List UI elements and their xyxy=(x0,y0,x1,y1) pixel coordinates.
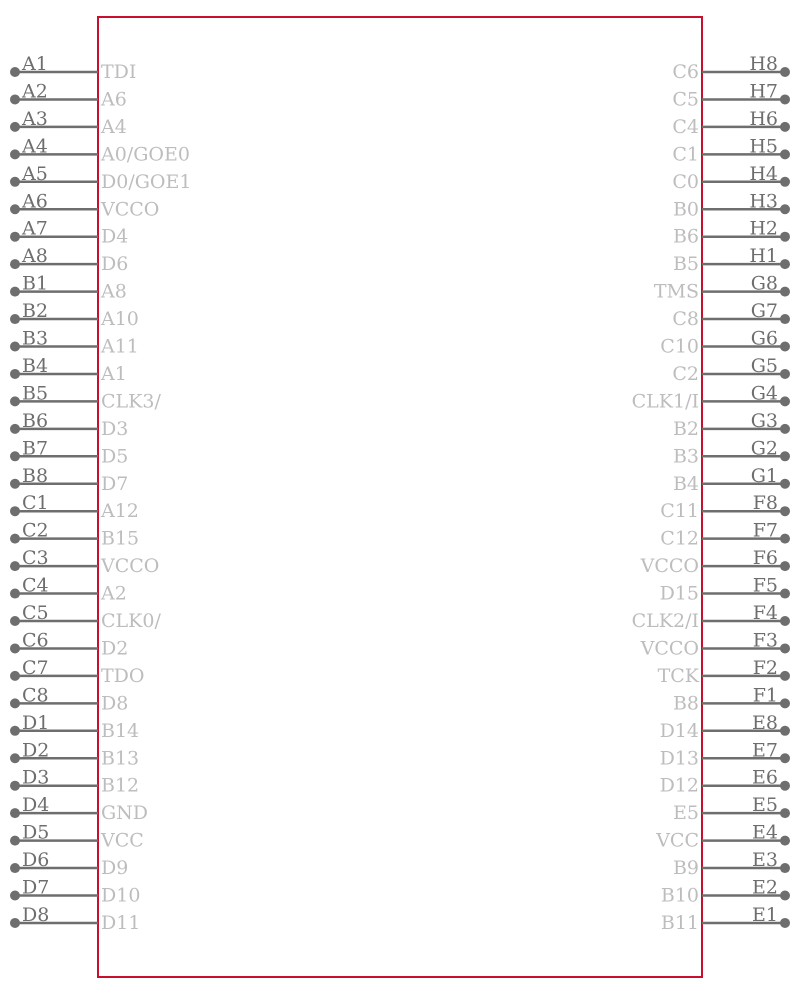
pin-number: G6 xyxy=(750,327,778,350)
pin-name: VCCO xyxy=(101,198,160,221)
pin-name: VCCO xyxy=(640,637,699,660)
pin-name: A0/GOE0 xyxy=(101,143,190,166)
pin-number: F5 xyxy=(752,574,778,597)
pin-C6 xyxy=(10,629,128,659)
pin-terminal-dot xyxy=(780,589,790,599)
pin-terminal-dot xyxy=(780,781,790,791)
pin-terminal-dot xyxy=(780,918,790,928)
pin-name: B13 xyxy=(101,747,140,770)
pin-terminal-dot xyxy=(10,479,20,489)
pin-G3 xyxy=(673,410,790,440)
pin-name: CLK0/ xyxy=(101,610,161,632)
pin-number: A2 xyxy=(22,80,48,103)
pin-number: E8 xyxy=(752,711,778,734)
pin-E7 xyxy=(660,739,790,769)
pin-terminal-dot xyxy=(10,369,20,379)
pin-number: F1 xyxy=(752,684,778,707)
pin-name: B12 xyxy=(101,774,140,797)
pin-name: B6 xyxy=(672,225,699,248)
pin-terminal-dot xyxy=(10,451,20,461)
pin-name: CLK2/I xyxy=(631,610,699,632)
pin-B6 xyxy=(10,410,128,440)
pin-terminal-dot xyxy=(10,643,20,653)
pin-name: D7 xyxy=(101,472,129,495)
pin-name: B0 xyxy=(672,198,699,221)
pin-number: E1 xyxy=(752,903,778,926)
pin-number: D5 xyxy=(22,821,50,844)
pin-E6 xyxy=(660,767,790,797)
pin-name: A2 xyxy=(101,582,127,605)
pin-terminal-dot xyxy=(10,122,20,132)
pin-name: B2 xyxy=(672,417,699,440)
pin-terminal-dot xyxy=(780,863,790,873)
pin-name: VCC xyxy=(101,829,144,852)
pin-D2 xyxy=(10,739,139,769)
pin-name: D0/GOE1 xyxy=(101,170,192,193)
pin-A2 xyxy=(10,80,127,110)
pin-terminal-dot xyxy=(780,149,790,159)
left-pin-group xyxy=(10,53,191,934)
pin-name: B10 xyxy=(660,884,699,907)
pin-number: C3 xyxy=(22,547,49,570)
pin-terminal-dot xyxy=(780,643,790,653)
pin-name: C6 xyxy=(672,61,699,83)
pin-number: F4 xyxy=(752,602,778,624)
pin-A7 xyxy=(10,218,128,248)
pin-H2 xyxy=(673,218,790,248)
pin-number: A5 xyxy=(22,162,48,185)
pin-F5 xyxy=(660,575,790,605)
pin-number: C4 xyxy=(22,574,49,597)
pin-number: E7 xyxy=(752,739,778,762)
pin-name: D2 xyxy=(101,637,129,660)
pin-name: VCCO xyxy=(640,555,699,578)
pin-terminal-dot xyxy=(10,287,20,297)
pin-number: G5 xyxy=(750,354,778,377)
pin-C5 xyxy=(10,602,161,632)
pin-terminal-dot xyxy=(10,67,20,77)
pin-name: D3 xyxy=(101,417,129,440)
pin-A8 xyxy=(10,245,128,275)
pin-B2 xyxy=(10,300,139,330)
pin-A6 xyxy=(10,190,159,220)
pin-A1 xyxy=(10,53,136,83)
pin-name: TCK xyxy=(657,664,699,687)
pin-number: G8 xyxy=(750,272,778,295)
pin-number: A4 xyxy=(22,135,48,158)
pin-name: TMS xyxy=(653,280,699,303)
pin-name: C2 xyxy=(672,362,699,385)
pin-number: A6 xyxy=(22,190,48,213)
pin-G2 xyxy=(673,437,790,467)
pin-name: TDO xyxy=(101,664,145,687)
pin-A5 xyxy=(10,163,191,193)
pin-G4 xyxy=(632,382,790,412)
pin-number: D3 xyxy=(22,766,50,789)
pin-number: E2 xyxy=(752,876,778,899)
pin-F3 xyxy=(640,629,790,659)
pin-name: C11 xyxy=(660,500,699,523)
pin-number: F6 xyxy=(752,547,778,570)
pin-terminal-dot xyxy=(780,67,790,77)
pin-name: B11 xyxy=(660,911,699,934)
pin-D3 xyxy=(10,767,139,797)
pin-terminal-dot xyxy=(10,616,20,626)
pin-terminal-dot xyxy=(10,561,20,571)
pin-number: F8 xyxy=(752,492,778,515)
pin-B4 xyxy=(10,355,127,385)
pin-terminal-dot xyxy=(10,698,20,708)
pin-H8 xyxy=(672,53,790,83)
pin-terminal-dot xyxy=(780,314,790,324)
pin-terminal-dot xyxy=(10,506,20,516)
pin-D4 xyxy=(10,794,148,824)
pin-terminal-dot xyxy=(10,314,20,324)
pin-terminal-dot xyxy=(10,891,20,901)
pin-terminal-dot xyxy=(780,698,790,708)
pin-terminal-dot xyxy=(780,753,790,763)
pin-name: C5 xyxy=(672,88,699,111)
pin-terminal-dot xyxy=(780,122,790,132)
pin-name: C4 xyxy=(672,115,699,138)
pin-D5 xyxy=(10,822,144,852)
pin-number: G1 xyxy=(750,464,778,487)
pin-terminal-dot xyxy=(10,204,20,214)
pin-name: D4 xyxy=(101,225,129,248)
pin-name: GND xyxy=(101,802,149,825)
pin-terminal-dot xyxy=(10,836,20,846)
pin-F1 xyxy=(673,684,790,714)
pin-terminal-dot xyxy=(780,259,790,269)
pin-name: A8 xyxy=(101,280,127,303)
pin-name: B9 xyxy=(672,857,699,880)
pin-name: D8 xyxy=(101,692,129,715)
pin-name: VCCO xyxy=(101,555,160,578)
pin-B1 xyxy=(10,273,127,303)
pin-name: D9 xyxy=(101,857,129,880)
pin-B3 xyxy=(10,328,139,358)
pin-name: E5 xyxy=(673,802,699,825)
pin-name: B14 xyxy=(101,719,140,742)
pin-number: D6 xyxy=(22,849,50,872)
pin-number: H3 xyxy=(749,190,778,213)
pin-name: A6 xyxy=(101,88,127,111)
pin-terminal-dot xyxy=(10,94,20,104)
pin-name: C12 xyxy=(660,527,699,550)
pin-terminal-dot xyxy=(10,671,20,681)
pin-number: A3 xyxy=(22,107,48,130)
pin-number: B7 xyxy=(22,437,49,460)
pin-number: C1 xyxy=(22,492,49,515)
pin-name: C0 xyxy=(672,170,699,193)
pin-terminal-dot xyxy=(10,424,20,434)
pin-H5 xyxy=(672,135,790,165)
pin-name: B5 xyxy=(672,253,699,276)
pin-number: C7 xyxy=(22,656,49,679)
pin-name: TDI xyxy=(101,61,137,83)
pin-terminal-dot xyxy=(780,369,790,379)
pin-number: G4 xyxy=(750,382,778,405)
pin-G8 xyxy=(654,273,790,303)
pin-name: C1 xyxy=(672,143,699,166)
pin-terminal-dot xyxy=(10,177,20,187)
pin-terminal-dot xyxy=(780,726,790,736)
pin-D8 xyxy=(10,904,140,934)
pin-terminal-dot xyxy=(10,918,20,928)
pin-number: B1 xyxy=(22,272,49,295)
pin-G5 xyxy=(672,355,790,385)
pin-number: D4 xyxy=(22,794,50,817)
pin-number: B3 xyxy=(22,327,49,350)
pin-number: D2 xyxy=(22,739,50,762)
pin-number: H6 xyxy=(749,107,778,130)
pin-number: H1 xyxy=(749,245,778,268)
pin-name: C8 xyxy=(672,308,699,331)
pin-terminal-dot xyxy=(780,808,790,818)
pin-terminal-dot xyxy=(780,671,790,681)
pin-C2 xyxy=(10,520,139,550)
pin-number: C6 xyxy=(22,629,49,652)
pin-terminal-dot xyxy=(780,534,790,544)
pin-F2 xyxy=(658,657,790,687)
pin-name: D13 xyxy=(659,747,699,770)
pin-number: H7 xyxy=(749,80,778,103)
pin-name: D12 xyxy=(659,774,699,797)
pin-name: A12 xyxy=(101,500,139,523)
pin-name: A10 xyxy=(101,308,139,331)
pin-number: G2 xyxy=(750,437,778,460)
pin-number: B8 xyxy=(22,464,49,487)
pin-D6 xyxy=(10,849,128,879)
pin-number: H4 xyxy=(749,162,778,185)
pin-terminal-dot xyxy=(780,451,790,461)
pin-number: E5 xyxy=(752,794,778,817)
pin-name: VCC xyxy=(656,829,699,852)
pin-terminal-dot xyxy=(780,204,790,214)
pin-number: A8 xyxy=(22,245,48,268)
pin-number: H5 xyxy=(749,135,778,158)
pin-A4 xyxy=(10,135,190,165)
pin-name: CLK1/I xyxy=(631,390,699,413)
pin-E2 xyxy=(661,877,790,907)
pin-number: F2 xyxy=(752,656,778,679)
pin-name: B15 xyxy=(101,527,140,550)
pin-G6 xyxy=(660,328,790,358)
pin-number: B6 xyxy=(22,409,49,432)
pin-terminal-dot xyxy=(10,726,20,736)
pin-terminal-dot xyxy=(780,287,790,297)
pin-name: A4 xyxy=(101,115,127,138)
pin-C7 xyxy=(10,657,144,687)
pin-F6 xyxy=(640,547,790,577)
pin-name: B4 xyxy=(672,472,699,495)
pin-terminal-dot xyxy=(780,94,790,104)
pin-name: D14 xyxy=(659,719,699,742)
pin-number: E3 xyxy=(752,849,778,872)
pin-number: C5 xyxy=(22,602,49,624)
pin-C8 xyxy=(10,684,128,714)
pin-name: D11 xyxy=(101,911,141,934)
pin-number: B2 xyxy=(22,300,49,323)
pin-name: D5 xyxy=(101,445,129,468)
pin-terminal-dot xyxy=(10,149,20,159)
pin-terminal-dot xyxy=(780,506,790,516)
pin-terminal-dot xyxy=(10,396,20,406)
pin-name: D6 xyxy=(101,253,129,276)
pin-terminal-dot xyxy=(10,863,20,873)
pin-C1 xyxy=(10,492,139,522)
pin-number: B4 xyxy=(22,354,49,377)
pin-terminal-dot xyxy=(780,616,790,626)
pin-terminal-dot xyxy=(10,589,20,599)
pin-H3 xyxy=(673,190,790,220)
pin-terminal-dot xyxy=(10,259,20,269)
pin-terminal-dot xyxy=(780,177,790,187)
pin-number: D1 xyxy=(22,711,50,734)
pin-number: H8 xyxy=(749,53,778,75)
pin-H4 xyxy=(672,163,790,193)
pin-H1 xyxy=(673,245,790,275)
pin-terminal-dot xyxy=(780,424,790,434)
pin-number: A1 xyxy=(22,53,48,75)
pin-number: A7 xyxy=(22,217,48,240)
pin-terminal-dot xyxy=(780,836,790,846)
pin-F8 xyxy=(660,492,790,522)
pin-H7 xyxy=(672,80,790,110)
pin-number: E4 xyxy=(752,821,778,844)
pin-terminal-dot xyxy=(10,781,20,791)
pin-terminal-dot xyxy=(10,342,20,352)
pin-terminal-dot xyxy=(780,232,790,242)
pin-D7 xyxy=(10,877,140,907)
pin-C3 xyxy=(10,547,159,577)
pin-H6 xyxy=(672,108,790,138)
pin-number: H2 xyxy=(749,217,778,240)
pin-F7 xyxy=(660,520,790,550)
pin-number: D8 xyxy=(22,903,50,926)
pin-number: F7 xyxy=(752,519,778,542)
pin-E3 xyxy=(673,849,790,879)
pin-number: G7 xyxy=(750,300,778,323)
pin-number: B5 xyxy=(22,382,49,405)
pin-G7 xyxy=(672,300,790,330)
pin-terminal-dot xyxy=(780,479,790,489)
pin-terminal-dot xyxy=(10,753,20,763)
pin-terminal-dot xyxy=(10,808,20,818)
pin-E8 xyxy=(660,712,790,742)
pin-B5 xyxy=(10,382,161,412)
pin-terminal-dot xyxy=(10,534,20,544)
pin-F4 xyxy=(632,602,790,632)
pin-terminal-dot xyxy=(780,396,790,406)
pin-A3 xyxy=(10,108,127,138)
pin-name: B8 xyxy=(672,692,699,715)
pin-name: D15 xyxy=(659,582,699,605)
pin-number: E6 xyxy=(752,766,778,789)
pin-E5 xyxy=(673,794,790,824)
pin-number: G3 xyxy=(750,409,778,432)
pin-C4 xyxy=(10,575,127,605)
right-pin-group xyxy=(632,53,790,934)
pin-name: A1 xyxy=(101,362,127,385)
pin-terminal-dot xyxy=(780,561,790,571)
pin-terminal-dot xyxy=(780,342,790,352)
pin-E1 xyxy=(661,904,790,934)
pin-D1 xyxy=(10,712,139,742)
pin-name: A11 xyxy=(101,335,139,358)
pin-name: B3 xyxy=(672,445,699,468)
pin-B8 xyxy=(10,465,128,495)
pin-name: C10 xyxy=(660,335,699,358)
pin-B7 xyxy=(10,437,128,467)
pin-name: D10 xyxy=(101,884,141,907)
pin-name: CLK3/ xyxy=(101,390,161,413)
pin-number: C8 xyxy=(22,684,49,707)
pin-terminal-dot xyxy=(780,891,790,901)
pin-terminal-dot xyxy=(10,232,20,242)
pin-number: F3 xyxy=(752,629,778,652)
pin-number: D7 xyxy=(22,876,50,899)
pin-number: C2 xyxy=(22,519,49,542)
pin-E4 xyxy=(655,822,790,852)
pin-G1 xyxy=(673,465,790,495)
